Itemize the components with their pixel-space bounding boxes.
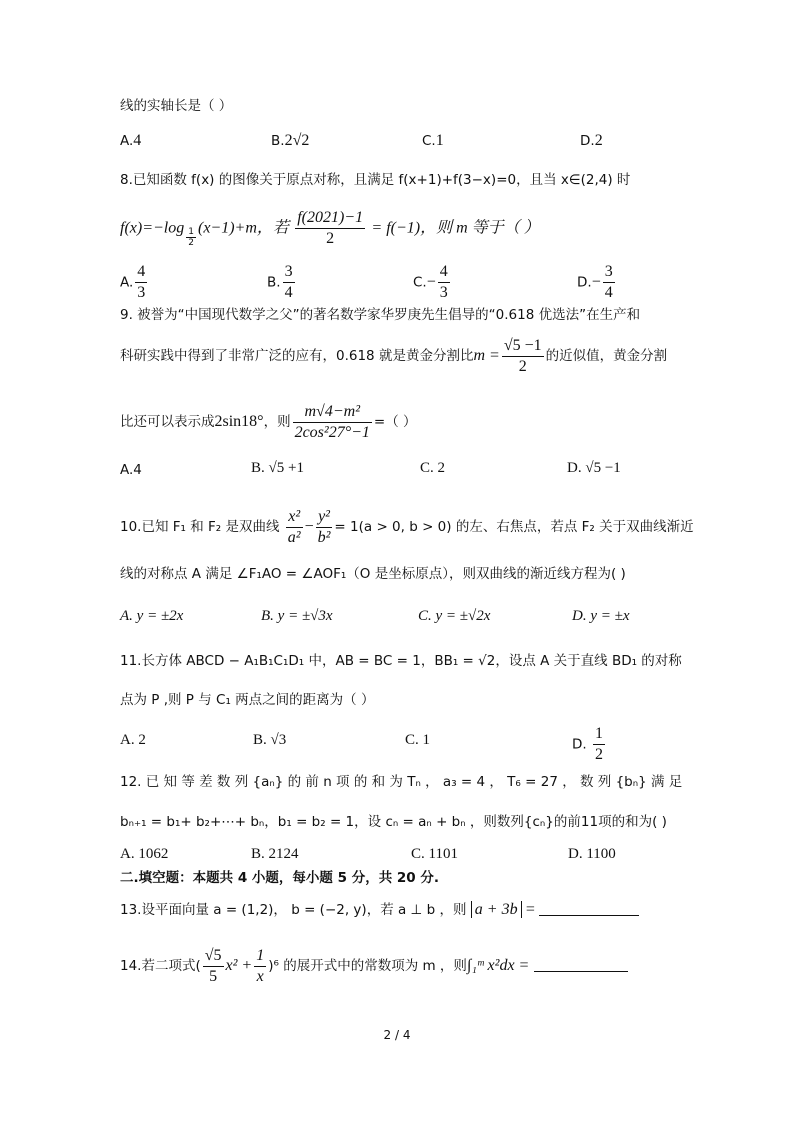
q9-then: ，则 [263, 414, 291, 430]
section-heading: 二.填空题：本题共 4 小题，每小题 5 分，共 20 分. [120, 870, 440, 886]
q9-option-b: B. √5 +1 [251, 460, 304, 476]
q12-option-b: B. 2124 [251, 846, 299, 862]
q13-abs-expr: a + 3b [471, 901, 522, 918]
q8-option-c: C.− $\frac{4}{3}$ [413, 263, 448, 301]
q8-equation-tail: = f(−1)，则 m 等于（ ） [371, 219, 540, 237]
q14-text-tail: )⁶ 的展开式中的常数项为 m ，则 [268, 958, 467, 974]
q10-line1: 10.已知 F₁ 和 F₂ 是双曲线 $\frac{\text{x²}}{\text{a²}}$ − $\frac{\text{y²}}{\text{b²}}$ = 1(a > 0, b > 0) 的左、右焦点，若点 F₂ 关于双曲线渐近 [120, 507, 694, 546]
q9-option-c: C. 2 [420, 460, 446, 476]
q10-line2: 线的对称点 A 满足 ∠F₁AO = ∠AOF₁（O 是坐标原点），则双曲线的渐近线方程为( ) [120, 566, 626, 582]
q10-text-tail: = 1(a > 0, b > 0) 的左、右焦点，若点 F₂ 关于双曲线渐近 [334, 519, 694, 535]
q9-line3 [120, 400, 417, 444]
q8-function-tail: (x−1)+m，若 [197, 219, 289, 237]
q12-line1: 12. 已 知 等 差 数 列 {aₙ} 的 前 n 项 的 和 为 Tₙ ， a₃ = 4 ， T₆ = 27 ， 数 列 {bₙ} 满 足 [120, 774, 683, 790]
q8-option-b: B. $\frac{3}{4}$ [267, 263, 293, 301]
q10-text: 10.已知 F₁ 和 F₂ 是双曲线 [120, 519, 280, 535]
q13-text: 13.设平面向量 a = (1,2)， b = (−2, y)，若 a ⊥ b ，则 [120, 902, 467, 918]
q8-option-a: A. $\frac{4}{3}$ [120, 263, 146, 301]
q14-frac-sqrt5: $\frac{√5}{5}$ [204, 946, 222, 985]
q11-line1: 11.长方体 ABCD − A₁B₁C₁D₁ 中，AB = BC = 1，BB₁ = √2，设点 A 关于直线 BD₁ 的对称 [120, 653, 682, 669]
option-label: B. [271, 133, 285, 149]
q8-option-d: D.− $\frac{3}{4}$ [577, 263, 613, 301]
q9-fraction: $\frac{\text{m√4−m²}}{\text{2cos²27°−1}}$ [294, 402, 370, 441]
option-value: 4 [133, 132, 142, 149]
q10-option-b: B. y = ±√3x [261, 608, 333, 624]
q11-option-c: C. 1 [405, 732, 431, 748]
q9-line1: 9. 被誉为“中国现代数学之父”的著名数学家华罗庚先生倡导的“0.618 优选法”在生产和 [120, 307, 641, 323]
q9-equals: =（ ） [373, 414, 417, 430]
q9-sin-expr: 2sin18° [214, 413, 264, 430]
q9-line2 [120, 335, 667, 377]
q10-option-d: D. y = ±x [572, 608, 630, 624]
q14-frac-inverse: $\frac{1}{x}$ [256, 946, 265, 985]
q12-option-a: A. 1062 [120, 846, 169, 862]
q8-function: f(x)=−log [120, 219, 185, 237]
page-number: 2 / 4 [383, 1028, 411, 1042]
q9-m-symbol: m = [473, 347, 500, 364]
q13-line [120, 899, 639, 920]
q10-frac-y: $\frac{\text{y²}}{\text{b²}}$ [317, 507, 331, 546]
q13-equals: = [525, 901, 535, 918]
q12-option-c: C. 1101 [411, 846, 458, 862]
q9-text: 比还可以表示成 [120, 414, 215, 430]
q14-answer-blank[interactable] [534, 955, 628, 972]
q9-text-tail: 的近似值，黄金分割 [545, 348, 668, 364]
option-value: 2 [594, 132, 603, 149]
q14-x-squared: x² + [225, 957, 253, 974]
q12-option-d: D. 1100 [568, 846, 616, 862]
q8-line1: 8.已知函数 f(x) 的图像关于原点对称，且满足 f(x+1)+f(3−x)=0，且当 x∈(2,4) 时 [120, 172, 631, 188]
q14-line [120, 944, 628, 988]
q7-option-c [422, 132, 444, 150]
q10-frac-x: $\frac{\text{x²}}{\text{a²}}$ [287, 507, 301, 546]
q11-option-b: B. √3 [253, 732, 287, 748]
q8-line2 [120, 208, 540, 249]
q8-log-base: $\frac{1}{2}$ [188, 226, 194, 248]
q9-text: 科研实践中得到了非常广泛的应有，0.618 就是黄金分割比 [120, 348, 474, 364]
option-label: C. [422, 133, 436, 149]
q10-option-c: C. y = ±√2x [418, 608, 491, 624]
option-value: 1 [435, 132, 444, 149]
q12-line2: bₙ₊₁ = b₁+ b₂+⋯+ bₙ，b₁ = b₂ = 1，设 cₙ = aₙ + bₙ ，则数列{cₙ}的前11项的和为( ) [120, 814, 667, 830]
q11-option-d: D. $\frac{1}{2}$ [572, 725, 603, 763]
option-value: 2√2 [284, 132, 310, 149]
q14-integral: ∫₁ᵐ x²dx = [466, 957, 530, 974]
q13-answer-blank[interactable] [539, 899, 639, 916]
q7-tail: 线的实轴长是（ ） [120, 98, 233, 114]
option-label: A. [120, 133, 134, 149]
q7-option-b [271, 132, 309, 150]
q14-text: 14.若二项式( [120, 958, 201, 974]
q11-line2: 点为 P ,则 P 与 C₁ 两点之间的距离为（ ） [120, 692, 375, 708]
q8-fraction: $\frac{f(2021)-1}{2}$ [297, 209, 364, 247]
option-label: D. [580, 133, 595, 149]
q7-option-d [580, 132, 603, 150]
q7-option-a [120, 132, 141, 150]
q11-option-a: A. 2 [120, 732, 146, 748]
q9-option-d: D. √5 −1 [567, 460, 621, 476]
q9-option-a: A.4 [120, 462, 142, 478]
q9-golden-fraction: $\frac{√5 -1}{2}$ [503, 336, 542, 375]
q10-option-a: A. y = ±2x [120, 608, 184, 624]
